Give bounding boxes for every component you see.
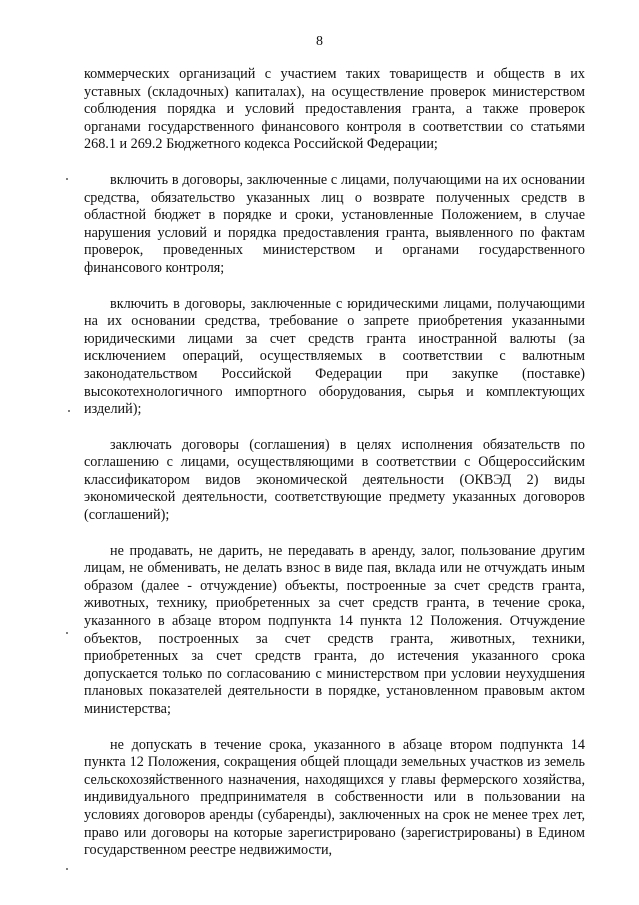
paragraph: не продавать, не дарить, не передавать в аренду, залог, пользование другим лицам, не обменивать, не делать взнос в виде пая, вклада или не отчуждать иным образом (далее - отчуждение) объекты, построенные за счет средств гранта, животных, технику, приобретенных за счет средств гранта, в течение срока, указанного в абзаце втором подпункта 14 пункта 12 Положения. Отчуждение объектов, построенных за счет средств гранта, животных, техники, приобретенных за счет средств гранта, до истечения указанного срока допускается только по согласованию с министерством при условии неухудшения плановых показателей деятельности в порядке, установленном правовым актом министерства; [84, 542, 585, 717]
paragraph-continuation: коммерческих организаций с участием таких товариществ и обществ в их уставных (складочных) капиталах), на осуществление проверок министерством соблюдения порядка и условий предоставления гранта, а также проверок органами государственного финансового контроля в соответствии со статьями 268.1 и 269.2 Бюджетного кодекса Российской Федерации; [84, 66, 585, 153]
scan-speck [66, 868, 68, 870]
scan-speck [66, 178, 68, 180]
paragraph: не допускать в течение срока, указанного в абзаце втором подпункта 14 пункта 12 Положения, сокращения общей площади земельных участков из земель сельскохозяйственного назначения, находящихся у главы фермерского хозяйства, индивидуального предпринимателя в собственности или в пользовании на условиях договоров аренды (субаренды), заключенных на срок не менее трех лет, право или договоры на которые зарегистрировано (зарегистрированы) в Едином государственном реестре недвижимости, [84, 736, 585, 859]
scan-speck [68, 410, 70, 412]
page-number: 8 [316, 34, 323, 49]
scan-speck [66, 632, 68, 634]
paragraph: включить в договоры, заключенные с лицами, получающими на их основании средства, обязательство указанных лиц о возврате полученных средств в областной бюджет в порядке и сроки, установленные Положением, в случае нарушения условий и порядка предоставления гранта, выявленного по фактам проверок, проведенных министерством и органами государственного финансового контроля; [84, 171, 585, 276]
paragraph: включить в договоры, заключенные с юридическими лицами, получающими на их основании средства, требование о запрете приобретения указанными юридическими лицами за счет средств гранта иностранной валюты (за исключением операций, осуществляемых в соответствии с валютным законодательством Российской Федерации при закупке (поставке) высокотехнологичного импортного оборудования, сырья и комплектующих изделий); [84, 295, 585, 418]
document-body [84, 66, 585, 878]
paragraph: заключать договоры (соглашения) в целях исполнения обязательств по соглашению с лицами, осуществляющими в соответствии с Общероссийским классификатором видов экономической деятельности (ОКВЭД 2) виды экономической деятельности, соответствующие предмету указанных договоров (соглашений); [84, 436, 585, 524]
